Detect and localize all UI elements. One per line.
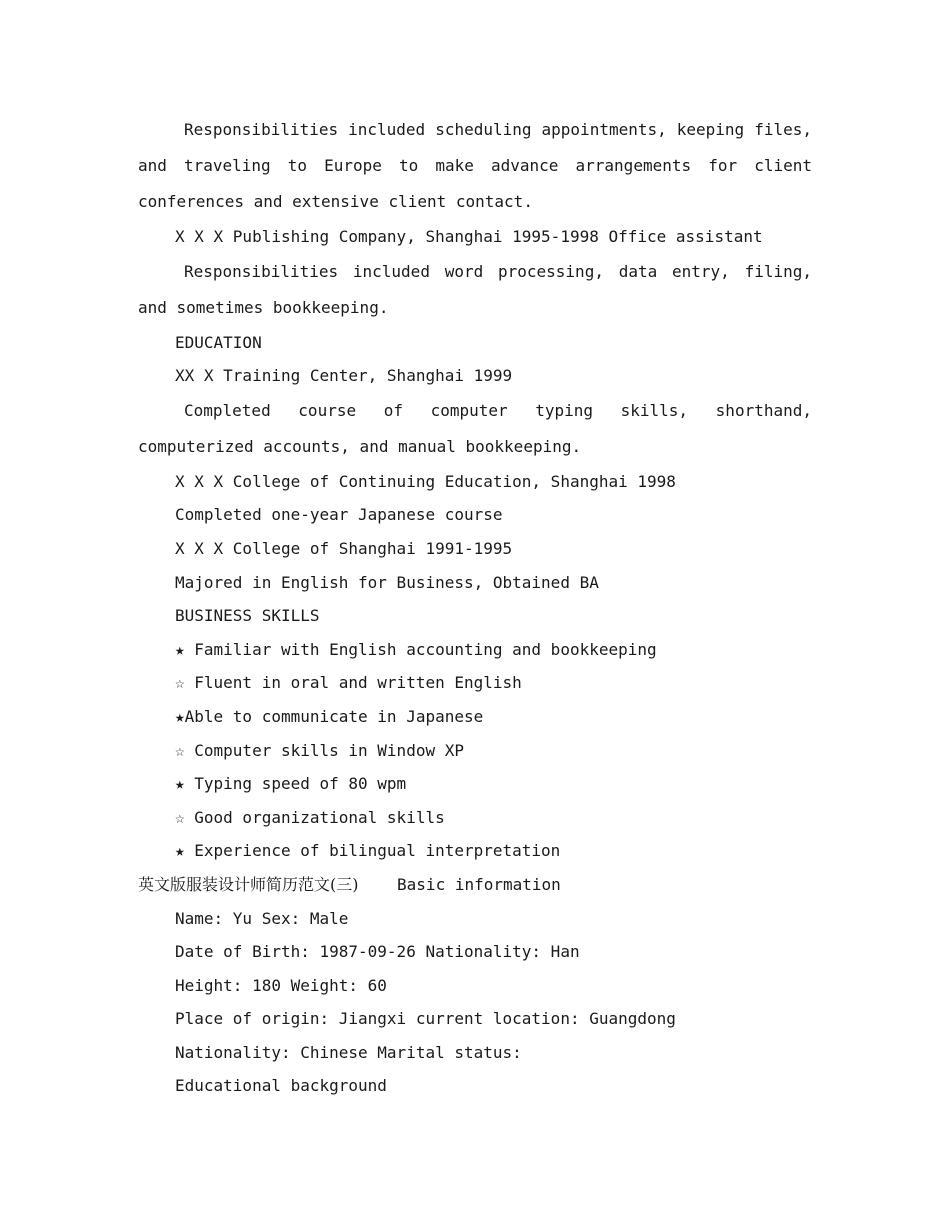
education-item-training-center: XX X Training Center, Shanghai 1999 <box>175 366 513 386</box>
basic-info-item: Height: 180 Weight: 60 <box>175 975 387 995</box>
education-item-japanese-course: Completed one-year Japanese course <box>175 505 503 525</box>
basic-info-item: Educational background <box>175 1076 387 1096</box>
basic-info-item: Name: Yu Sex: Male <box>175 908 349 928</box>
section3-heading: Basic information <box>397 874 561 894</box>
basic-info-item: Place of origin: Jiangxi current location: Guangdong <box>175 1009 676 1029</box>
responsibilities-paragraph-2: Responsibilities included word processing, data entry, filing, and sometimes bookkeeping. <box>138 261 812 317</box>
skill-item: ★Able to communicate in Japanese <box>175 706 484 726</box>
skill-item: ☆ Computer skills in Window XP <box>175 740 464 760</box>
education-item-college: X X X College of Shanghai 1991-1995 <box>175 538 513 558</box>
responsibilities-paragraph-1: Responsibilities included scheduling appointments, keeping files, and traveling to Europe to make advance arrangements for client conferences and extensive client contact. <box>138 120 812 211</box>
skill-item: ☆ Good organizational skills <box>175 807 445 827</box>
section3-title-line <box>138 868 812 902</box>
section3-title-cn: 英文版服装设计师简历范文(三) <box>138 874 359 894</box>
skill-item: ★ Familiar with English accounting and bookkeeping <box>175 639 657 659</box>
education-item-continuing-college: X X X College of Continuing Education, Shanghai 1998 <box>175 471 676 491</box>
education-item-major: Majored in English for Business, Obtained BA <box>175 572 599 592</box>
skill-item: ☆ Fluent in oral and written English <box>175 673 522 693</box>
skill-item: ★ Typing speed of 80 wpm <box>175 774 407 794</box>
employer-line: X X X Publishing Company, Shanghai 1995-1998 Office assistant <box>175 227 763 246</box>
skill-item: ★ Experience of bilingual interpretation <box>175 841 561 861</box>
business-skills-heading: BUSINESS SKILLS <box>175 606 320 626</box>
section3-spacer <box>359 875 398 894</box>
education-item-training-description: Completed course of computer typing skills, shorthand, computerized accounts, and manual bookkeeping. <box>138 400 812 456</box>
education-heading: EDUCATION <box>175 332 262 352</box>
basic-info-item: Nationality: Chinese Marital status: <box>175 1042 522 1062</box>
basic-info-item: Date of Birth: 1987-09-26 Nationality: Han <box>175 942 580 962</box>
document-body <box>138 112 812 1103</box>
